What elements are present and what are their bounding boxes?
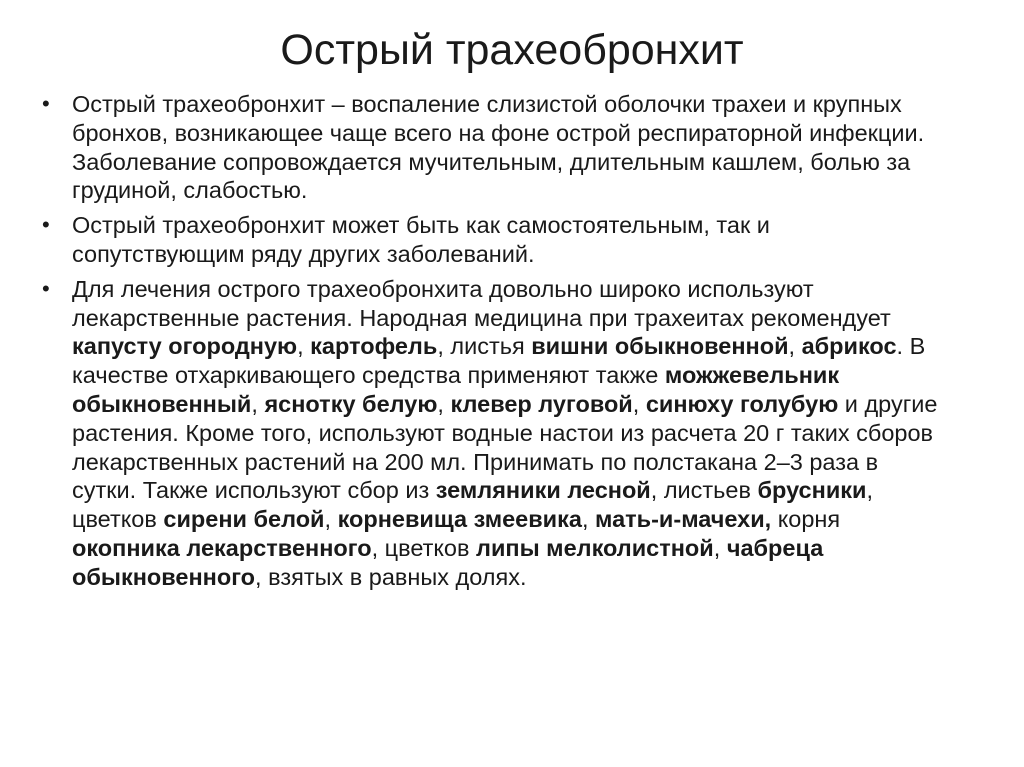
bullet-text: , взятых в равных долях. [255,563,527,590]
bullet-text-bold: можжевельник обыкновенный [72,362,840,417]
bullet-text-bold: чабреца обыкновенного [72,534,824,590]
slide-title: Острый трахеобронхит [280,26,744,74]
bullet-text-bold: брусники [757,477,867,504]
bullet-text: , [324,506,338,533]
bullet-text-bold: корневища змеевика [337,506,582,533]
bullet-dot-icon: • [42,212,50,238]
bullet-text-bold: земляники лесной [435,477,651,504]
bullet-text: , листьев [650,477,758,504]
bullet-text: Острый трахеобронхит – воспаление слизистой оболочки трахеи и крупных бронхов, возникающее чаще всего на фоне острой респираторной инфекции. Заболевание сопровождается мучительным, длительным кашлем, болью за грудиной, слабостью. [72,91,925,204]
bullet-text: , [581,506,595,533]
bullet-item [42,211,944,269]
bullet-text-bold: клевер луговой [450,390,633,417]
bullet-text: Острый трахеобронхит может быть как самостоятельным, так и сопутствующим ряду других заболеваний. [72,212,770,267]
bullet-list [40,90,984,592]
bullet-text-bold: вишни обыкновенной [531,333,789,360]
bullet-text: , [632,390,646,417]
bullet-text-bold: синюху голубую [645,390,839,417]
bullet-text: , цветков [72,477,874,533]
bullet-text: , [251,390,265,417]
bullet-text-bold: абрикос [801,333,897,360]
bullet-text: , цветков [371,534,477,561]
bullet-text: , [297,333,311,360]
bullet-text-bold: окопника лекарственного [72,534,372,561]
bullet-item [42,275,944,592]
bullet-text: , [437,390,451,417]
bullet-text: корня [771,506,841,533]
bullet-text-bold: капусту огородную [72,333,298,360]
bullet-text: , листья [437,333,532,360]
bullet-text-bold: яснотку белую [264,390,438,417]
bullet-text-bold: картофель [310,333,438,360]
bullet-text: , [788,333,802,360]
bullet-text: , [713,534,727,561]
bullet-dot-icon: • [42,275,50,301]
bullet-text-bold: липы мелколистной [476,534,714,561]
bullet-dot-icon: • [42,91,50,116]
bullet-text-bold: мать-и-мачехи, [595,506,772,533]
bullet-text: . В качестве отхаркивающего средства применяют также [72,333,926,389]
bullet-text-bold: сирени белой [163,506,325,533]
bullet-text: и другие растения. Кроме того, используют водные настои из расчета 20 г таких сборов лекарственных растений на 200 мл. Принимать по полстакана 2–3 раза в сутки. Также используют сбор из [72,390,938,504]
bullet-text: Для лечения острого трахеобронхита довольно широко используют лекарственные растения. Народная медицина при трахеитах рекомендует [72,275,891,331]
bullet-item [42,90,944,205]
